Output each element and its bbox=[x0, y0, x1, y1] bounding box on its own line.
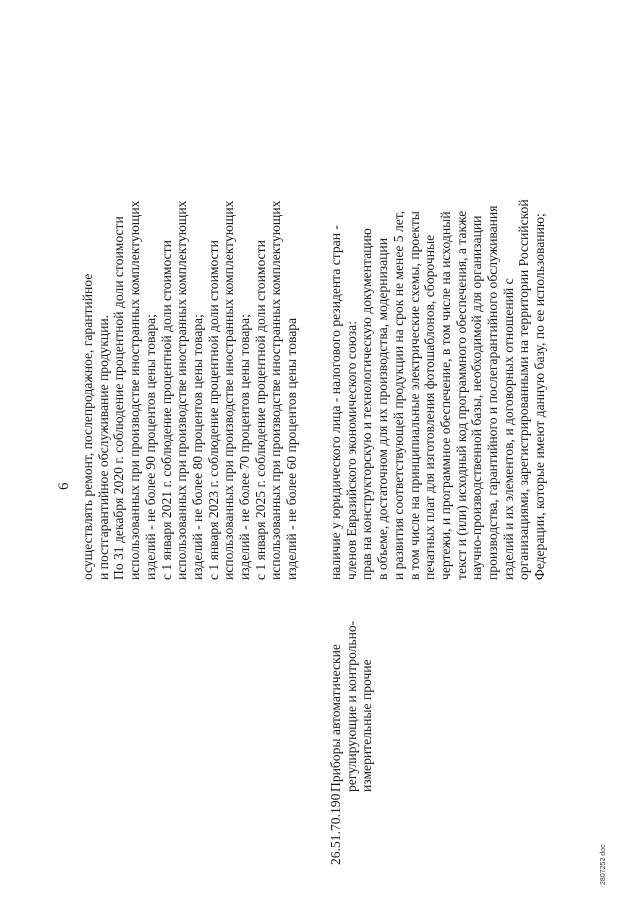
footer-document-id: 2807252 doc bbox=[600, 844, 607, 885]
text-line: использованных при производстве иностранных комплектующих bbox=[127, 200, 143, 580]
text-line: использованных при производстве иностранных комплектующих bbox=[221, 200, 237, 580]
text-line: с 1 января 2023 г. соблюдение процентной доли стоимости bbox=[205, 240, 221, 580]
product-name-line: измерительные прочие bbox=[359, 659, 375, 792]
requirement-line: в объеме, достаточном для их производства, модернизации bbox=[375, 238, 391, 580]
product-code: 26.51.70.190 bbox=[328, 793, 343, 865]
text-line: изделий - не более 90 процентов цены товара; bbox=[142, 314, 158, 580]
page-number: 6 bbox=[56, 482, 72, 490]
text-line: использованных при производстве иностранных комплектующих bbox=[174, 200, 190, 580]
requirement-line: наличие у юридического лица - налогового резидента стран - bbox=[328, 225, 343, 580]
continuation-text-block bbox=[80, 201, 300, 580]
product-name bbox=[328, 621, 375, 792]
text-line: и постгарантийное обслуживание продукции. bbox=[95, 314, 111, 580]
text-line: По 31 декабря 2020 г. соблюдение процентной доли стоимости bbox=[111, 216, 127, 580]
requirement-line: чертежи, и программное обеспечение, в том числе на исходный bbox=[437, 211, 453, 580]
text-line: изделий - не более 70 процентов цены товара; bbox=[237, 314, 253, 580]
text-line: осуществлять ремонт, послепродажное, гарантийное bbox=[80, 273, 95, 580]
product-name-line: Приборы автоматические bbox=[328, 644, 343, 792]
text-line: изделий - не более 80 процентов цены товара; bbox=[189, 314, 205, 580]
requirements-text bbox=[328, 199, 548, 580]
requirement-line: текст и (или) исходный код программного обеспечения, а также bbox=[453, 210, 469, 580]
requirement-line: изделий и их элементов, и договорных отношений с bbox=[500, 278, 516, 580]
requirement-line: производства, гарантийного и послегарантийного обслуживания bbox=[485, 205, 501, 580]
requirement-line: в том числе на принципиальные электрические схемы, проекты bbox=[406, 211, 422, 580]
requirement-line: Федерации, которые имеют данную базу, по ее использованию; bbox=[532, 213, 548, 580]
text-line: изделий - не более 60 процентов цены товара bbox=[284, 317, 300, 580]
text-line: с 1 января 2021 г. соблюдение процентной доли стоимости bbox=[158, 240, 174, 580]
text-line: с 1 января 2025 г. соблюдение процентной доли стоимости bbox=[252, 240, 268, 580]
requirement-line: и развития соответствующей продукции на срок не менее 5 лет, bbox=[390, 210, 406, 580]
requirement-line: членов Евразийского экономического союза: bbox=[343, 321, 359, 580]
text-line: использованных при производстве иностранных комплектующих bbox=[268, 200, 284, 580]
requirement-line: организациями, зарегистрированными на территории Российской bbox=[516, 199, 532, 580]
product-name-line: регулирующие и контрольно- bbox=[343, 620, 359, 792]
requirement-line: прав на конструкторскую и технологическую документацию bbox=[359, 228, 375, 580]
requirement-line: научно-производственной базы, необходимой для организации bbox=[469, 215, 485, 580]
requirement-line: печатных плат для изготовления фотошаблонов, сборочные bbox=[422, 234, 438, 580]
